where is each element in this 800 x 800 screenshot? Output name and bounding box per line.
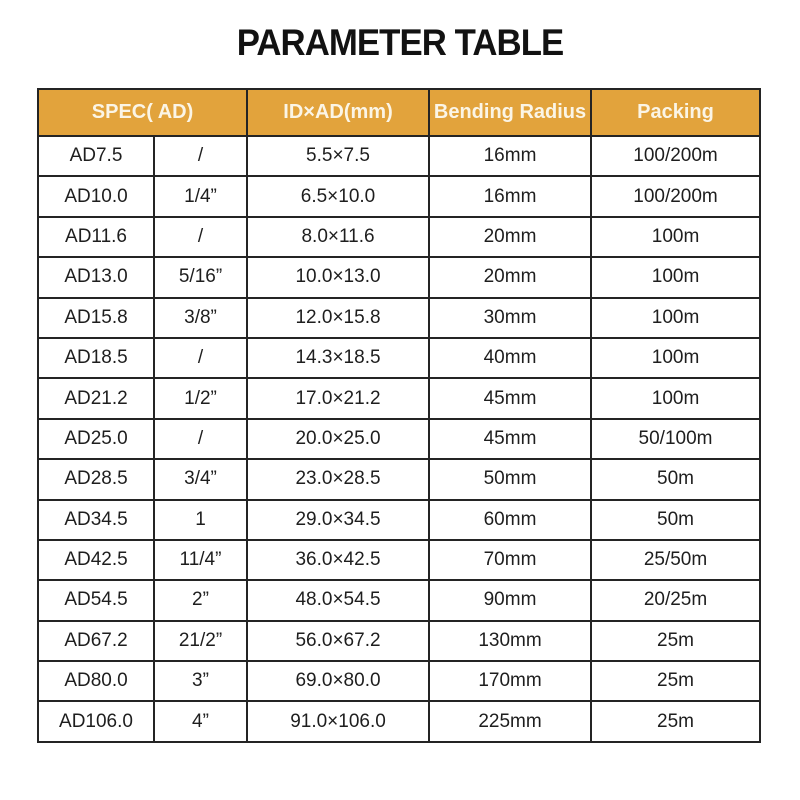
table-cell: 30mm (429, 298, 591, 338)
table-row (38, 500, 760, 540)
table-cell: 69.0×80.0 (247, 661, 429, 701)
table-cell: 25m (591, 621, 760, 661)
table-cell: 100/200m (591, 176, 760, 216)
table-cell: AD28.5 (38, 459, 154, 499)
table-body (38, 136, 760, 742)
table-row (38, 661, 760, 701)
table-cell: AD11.6 (38, 217, 154, 257)
table-cell: AD7.5 (38, 136, 154, 176)
table-cell: 1/4” (154, 176, 247, 216)
table-cell: AD15.8 (38, 298, 154, 338)
table-cell: 25m (591, 701, 760, 741)
table-cell: 25m (591, 661, 760, 701)
table-cell: 21/2” (154, 621, 247, 661)
table-row (38, 217, 760, 257)
table-cell: 100m (591, 378, 760, 418)
table-cell: 100/200m (591, 136, 760, 176)
table-cell: 17.0×21.2 (247, 378, 429, 418)
table-cell: 3/4” (154, 459, 247, 499)
table-cell: AD80.0 (38, 661, 154, 701)
table-cell: 50m (591, 459, 760, 499)
table-cell: 50/100m (591, 419, 760, 459)
table-cell: 40mm (429, 338, 591, 378)
table-cell: 23.0×28.5 (247, 459, 429, 499)
table-row (38, 338, 760, 378)
table-cell: 100m (591, 257, 760, 297)
table-cell: 1 (154, 500, 247, 540)
table-cell: 29.0×34.5 (247, 500, 429, 540)
table-cell: 225mm (429, 701, 591, 741)
table-cell: 20.0×25.0 (247, 419, 429, 459)
table-row (38, 298, 760, 338)
table-row (38, 257, 760, 297)
table-row (38, 459, 760, 499)
parameter-table (37, 88, 761, 743)
table-cell: 45mm (429, 378, 591, 418)
table-cell: 3/8” (154, 298, 247, 338)
header-packing: Packing (591, 89, 760, 136)
table-cell: 6.5×10.0 (247, 176, 429, 216)
table-cell: 16mm (429, 176, 591, 216)
table-cell: 1/2” (154, 378, 247, 418)
table-cell: 91.0×106.0 (247, 701, 429, 741)
table-cell: 20/25m (591, 580, 760, 620)
table-cell: 50m (591, 500, 760, 540)
table-row (38, 580, 760, 620)
header-spec: SPEC( AD) (38, 89, 247, 136)
table-cell: 2” (154, 580, 247, 620)
table-cell: 8.0×11.6 (247, 217, 429, 257)
table-cell: 5/16” (154, 257, 247, 297)
table-cell: 50mm (429, 459, 591, 499)
header-id-ad: ID×AD(mm) (247, 89, 429, 136)
table-cell: 100m (591, 217, 760, 257)
table-cell: 25/50m (591, 540, 760, 580)
table-cell: 100m (591, 298, 760, 338)
table-cell: AD13.0 (38, 257, 154, 297)
table-cell: AD54.5 (38, 580, 154, 620)
table-cell: 48.0×54.5 (247, 580, 429, 620)
header-bending-radius: Bending Radius (429, 89, 591, 136)
table-cell: AD34.5 (38, 500, 154, 540)
table-row (38, 176, 760, 216)
table-row (38, 419, 760, 459)
table-cell: AD21.2 (38, 378, 154, 418)
table-row (38, 621, 760, 661)
table-cell: 45mm (429, 419, 591, 459)
table-cell: 60mm (429, 500, 591, 540)
table-cell: 5.5×7.5 (247, 136, 429, 176)
table-cell: / (154, 217, 247, 257)
table-cell: 90mm (429, 580, 591, 620)
table-cell: 70mm (429, 540, 591, 580)
table-cell: 12.0×15.8 (247, 298, 429, 338)
header-row (38, 89, 760, 136)
table-cell: AD25.0 (38, 419, 154, 459)
table-header (38, 89, 760, 136)
table-cell: AD106.0 (38, 701, 154, 741)
table-cell: AD67.2 (38, 621, 154, 661)
table-cell: 20mm (429, 257, 591, 297)
table-cell: 11/4” (154, 540, 247, 580)
table-cell: 14.3×18.5 (247, 338, 429, 378)
table-cell: 130mm (429, 621, 591, 661)
page-title: PARAMETER TABLE (236, 22, 564, 63)
table-cell: 100m (591, 338, 760, 378)
table-cell: AD10.0 (38, 176, 154, 216)
table-row (38, 701, 760, 741)
table-cell: 3” (154, 661, 247, 701)
table-cell: / (154, 136, 247, 176)
table-cell: 20mm (429, 217, 591, 257)
table-cell: 10.0×13.0 (247, 257, 429, 297)
table-row (38, 378, 760, 418)
table-cell: 16mm (429, 136, 591, 176)
table-row (38, 136, 760, 176)
table-cell: / (154, 419, 247, 459)
table-cell: AD18.5 (38, 338, 154, 378)
table-cell: 56.0×67.2 (247, 621, 429, 661)
table-cell: 4” (154, 701, 247, 741)
table-cell: AD42.5 (38, 540, 154, 580)
table-cell: 170mm (429, 661, 591, 701)
table-row (38, 540, 760, 580)
table-cell: 36.0×42.5 (247, 540, 429, 580)
table-cell: / (154, 338, 247, 378)
